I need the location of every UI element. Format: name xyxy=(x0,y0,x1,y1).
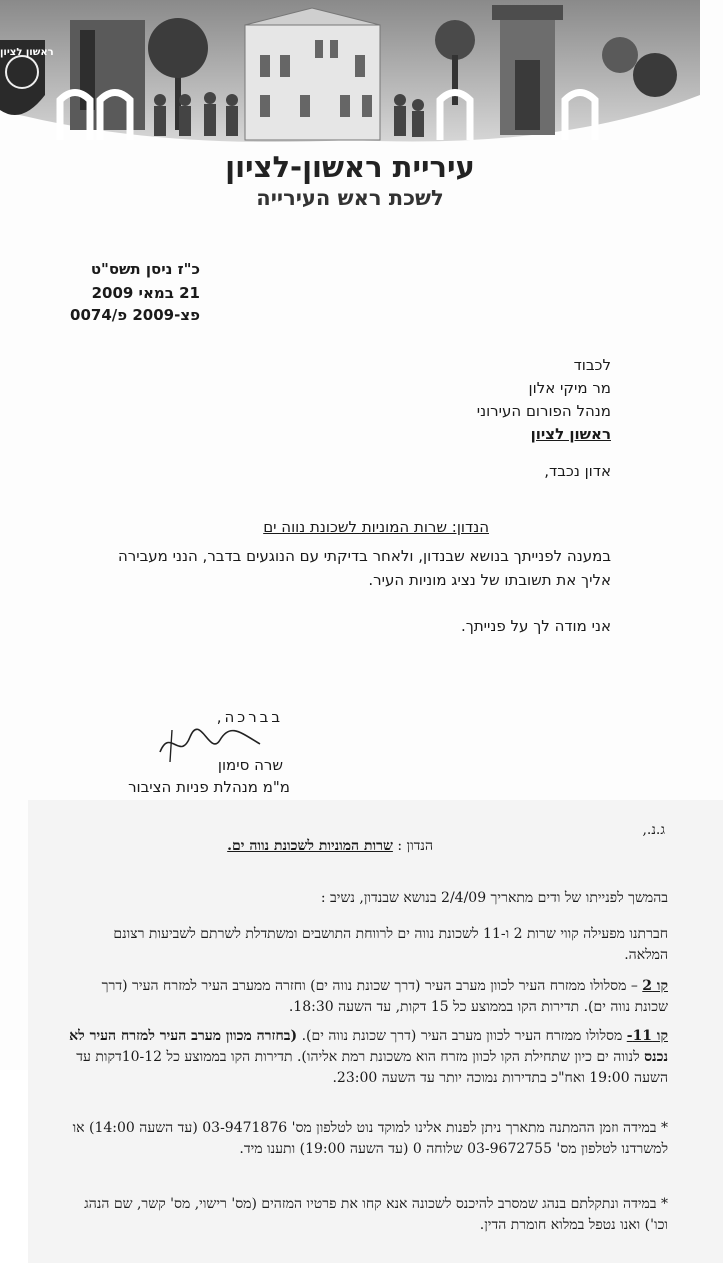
attachment-subject: שרות המוניות לשכונת נווה ים. xyxy=(227,838,393,854)
logo-text: ראשון לציון xyxy=(0,47,54,58)
note-1: * במידה וזמן ההמתנה מתארך ניתן לפנות אלינו למוקד נוט לטלפון מס' 03-9471876 (עד השעה 14:00) או למשרדנו לטלפון מס' 03-9672755 שלוחה 0 (עד השעה 19:00) ותענו מיד. xyxy=(72,1120,668,1157)
line-11-bold: (בחזרה מכוון מערב העיר למזרח העיר לא נכנס xyxy=(69,1028,668,1065)
note-2: * במידה ונתקלתם בנהג שמסרב להיכנס לשכונה אנא קחו את פרטיו המזהים (מס' רישוי, מס' קשר, שם הנהג וכו') ואנו נטפל במלוא חומרת הדין. xyxy=(84,1196,668,1233)
salutation: אדון נכבד, xyxy=(544,462,611,480)
office-subtitle: לשכת ראש העירייה xyxy=(256,186,444,210)
line-2-label: קו 2 xyxy=(642,978,668,994)
address-line-3: מנהל הפורום העירוני xyxy=(476,402,611,420)
closing: בברכה, xyxy=(216,708,283,726)
hebrew-date: כ"ז ניסן תשס"ט xyxy=(90,260,200,278)
reference-number: פצ-2009 פ/0074 xyxy=(70,306,200,324)
signatory-name: שרה סימון xyxy=(217,756,283,774)
subject-line: הנדון: שרות המוניות לשכונת נווה ים xyxy=(263,518,489,536)
address-line-1: לכבוד xyxy=(573,356,611,374)
municipality-title: עיריית ראשון-לציון xyxy=(225,150,475,184)
gregorian-date: 21 במאי 2009 xyxy=(91,284,200,302)
attachment-paragraph-1: חברתנו מפעילה קווי שרות 2 ו-11 לשכונת נווה ים לרווחת התושבים ומשתדלת לשרתם לשביעות רצונם המלאה. xyxy=(113,926,668,963)
letterhead-banner xyxy=(0,0,700,148)
attachment-page xyxy=(28,800,723,1263)
attachment-header: ג.נ., xyxy=(642,822,665,838)
line-11-label: קו 11- xyxy=(626,1028,668,1044)
line-2-text: – מסלולו ממזרח העיר לכוון מערב העיר (דרך שכונת נווה ים) וחזרה ממערב העיר למזרח העיר (דרך שכונת נווה ים). תדירות הקו בממוצע כל 15 דקות, עד השעה 18:30. xyxy=(101,978,668,1015)
address-line-4: ראשון לציון xyxy=(530,425,611,443)
attachment-intro: בהמשך לפנייתו של ודים מתאריך 2/4/09 בנושא שבנדון, נשיב : xyxy=(320,890,668,906)
line-11-text-2: לנווה ים כיון שתחילת הקו לכוון מזרח הוא משכונת רמת אליהו). תדירות הקו בממוצע כל 10-12דקות עד השעה 19:00 ואח"כ בתדירות נמוכה יותר עד השעה 23:00. xyxy=(76,1049,668,1086)
body-paragraph-1: במענה לפנייתך בנושא שבנדון, ולאחר בדיקתי עם הנוגעים בדבר, הנני מעבירה אליך את תשובתו של נציג מוניות העיר. xyxy=(117,547,611,589)
body-paragraph-2: אני מודה לך על פנייתך. xyxy=(461,617,611,635)
line-11-text-1: מסלולו ממזרח העיר לכוון מערב העיר (דרך שכונת נווה ים). xyxy=(301,1028,623,1044)
attachment-subject-label: הנדון : xyxy=(397,838,433,854)
signatory-role: מ"מ מנהלת פניות הציבור xyxy=(128,778,290,796)
address-line-2: מר מיקי אלון xyxy=(528,379,611,397)
